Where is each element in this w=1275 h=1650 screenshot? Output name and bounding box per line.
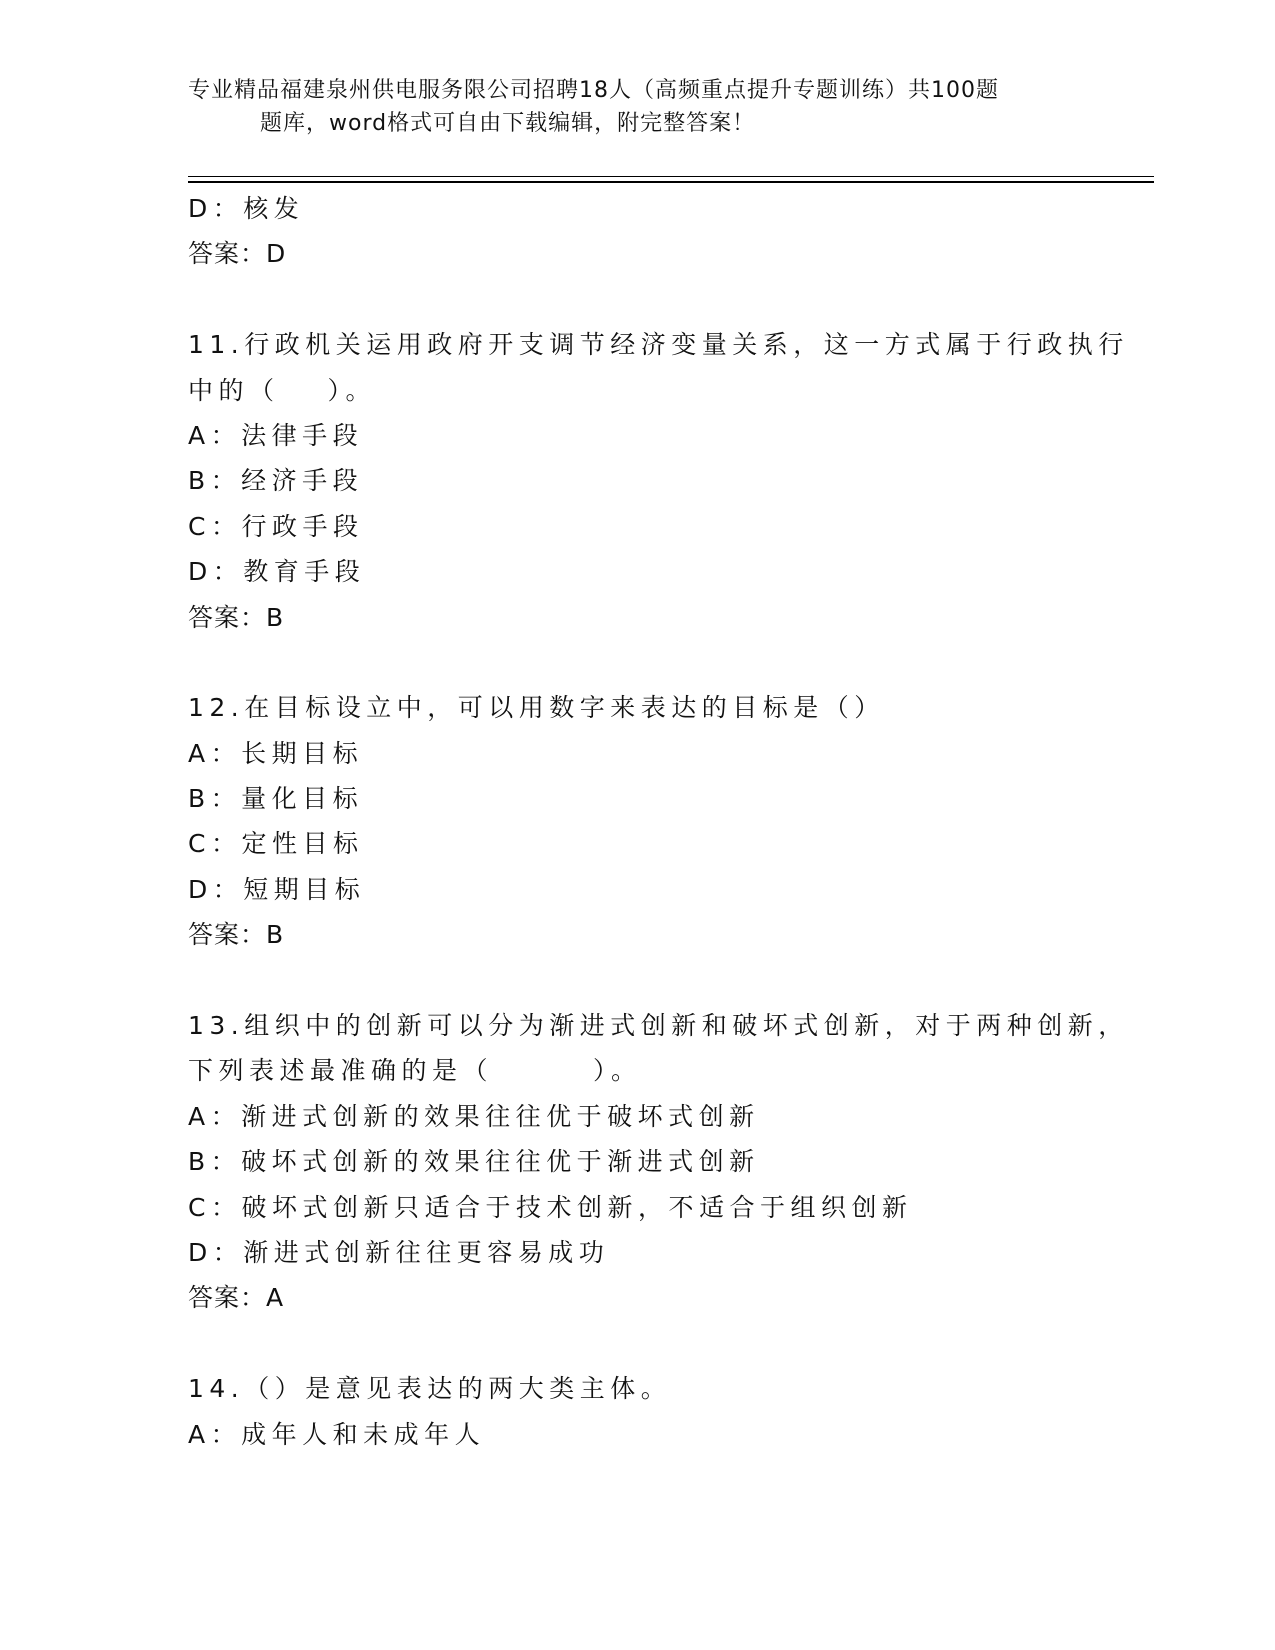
stem-text: ）。 (593, 1056, 642, 1086)
spacer (188, 1321, 1088, 1366)
spacer (188, 958, 1088, 1003)
stem-text: ）。 (327, 375, 377, 405)
question-stem: 13.组织中的创新可以分为渐进式创新和破坏式创新，对于两种创新， (188, 1011, 1129, 1041)
option-a: A：成年人和未成年人 (188, 1419, 486, 1449)
stem-text: 下列表述最准确的是（ (188, 1056, 494, 1086)
option-a: A：长期目标 (188, 738, 364, 768)
question-14 (188, 1366, 1088, 1457)
option-d: D：教育手段 (188, 557, 366, 587)
option-d: D：短期目标 (188, 874, 366, 904)
question-12 (188, 685, 1088, 957)
header-title-line2: 题库，word格式可自由下载编辑，附完整答案！ (260, 111, 756, 136)
prev-question-answer: 答案：D (188, 239, 287, 269)
option-c: C：破坏式创新只适合于技术创新，不适合于组织创新 (188, 1192, 913, 1222)
header-rule-thick (188, 181, 1154, 183)
question-answer: 答案：B (188, 602, 285, 632)
question-answer: 答案：B (188, 920, 285, 950)
stem-text: 中的（ (188, 375, 280, 405)
header-title-line1: 专业精品福建泉州供电服务限公司招聘18人（高频重点提升专题训练）共100题 (188, 78, 999, 103)
question-11 (188, 322, 1129, 640)
spacer (188, 640, 1088, 685)
question-stem: 11.行政机关运用政府开支调节经济变量关系，这一方式属于行政执行 (188, 330, 1129, 360)
option-a: A：法律手段 (188, 420, 364, 450)
option-b: B：经济手段 (188, 466, 364, 496)
option-b: B：破坏式创新的效果往往优于渐进式创新 (188, 1147, 760, 1177)
option-d: D：渐进式创新往往更容易成功 (188, 1237, 610, 1267)
option-a: A：渐进式创新的效果往往优于破坏式创新 (188, 1101, 760, 1131)
question-13 (188, 1003, 1129, 1321)
option-b: B：量化目标 (188, 784, 364, 814)
question-stem-continued (188, 368, 1088, 413)
option-c: C：定性目标 (188, 829, 364, 859)
document-header (188, 74, 1068, 140)
prev-question-option-d: D：核发 (188, 194, 305, 223)
question-answer: 答案：A (188, 1283, 285, 1313)
question-stem-continued (188, 1048, 1088, 1093)
question-stem: 12.在目标设立中，可以用数字来表达的目标是（） (188, 693, 885, 723)
question-list (188, 186, 1129, 1457)
option-c: C：行政手段 (188, 511, 364, 541)
question-stem: 14.（）是意见表达的两大类主体。 (188, 1374, 672, 1404)
header-rule-thin (188, 176, 1154, 177)
spacer (188, 277, 1088, 322)
